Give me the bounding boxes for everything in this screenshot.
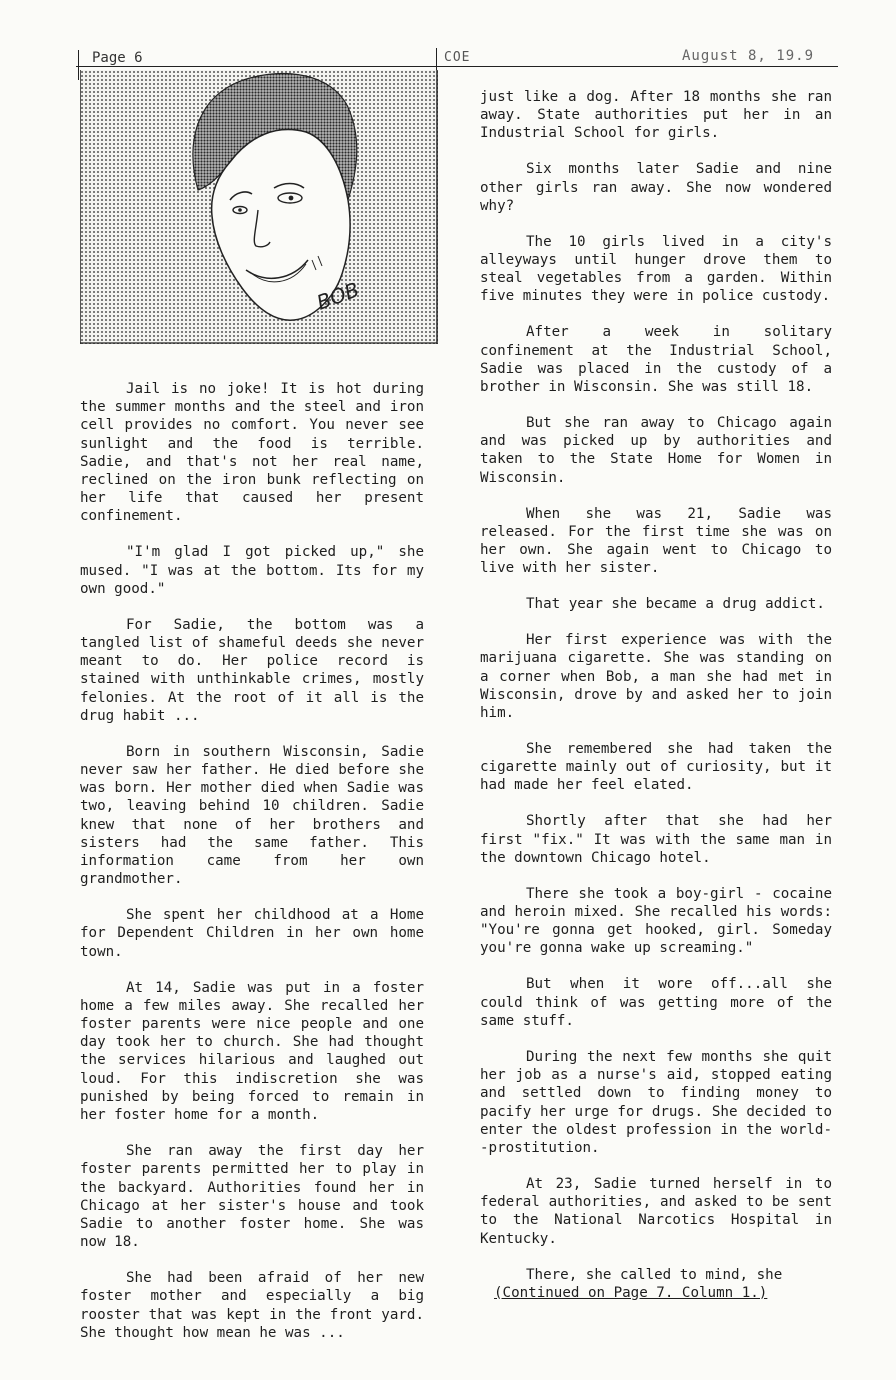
- article-paragraph: Six months later Sadie and nine other girls ran away. She now wondered why?: [480, 161, 832, 214]
- article-paragraph: She spent her childhood at a Home for Dependent Children in her own home town.: [80, 907, 424, 960]
- article-right-column: [480, 88, 832, 1302]
- page-number: Page 6: [92, 50, 143, 66]
- article-paragraph: Shortly after that she had her first "fix." It was with the same man in the downtown Chicago hotel.: [480, 813, 832, 866]
- article-paragraph: But she ran away to Chicago again and was picked up by authorities and taken to the State Home for Women in Wisconsin.: [480, 415, 832, 486]
- masthead-title: COE: [444, 50, 471, 65]
- article-paragraph: At 14, Sadie was put in a foster home a few miles away. She recalled her foster parents were nice people and one day took her to church. She had thought the services hilarious and laughed out loud. For this indiscretion she was punished by being forced to remain in her foster home for a month.: [80, 979, 424, 1124]
- article-paragraph: At 23, Sadie turned herself in to federal authorities, and asked to be sent to the National Narcotics Hospital in Kentucky.: [480, 1175, 832, 1247]
- article-paragraph: She ran away the first day her foster parents permitted her to play in the backyard. Authorities found her in Chicago at her sister's house and took Sadie to another foster home. She was now 18.: [80, 1143, 424, 1251]
- article-paragraph: For Sadie, the bottom was a tangled list of shameful deeds she never meant to do. Her police record is stained with unthinkable crimes, mostly felonies. At the root of it all is the drug habit ...: [80, 616, 424, 724]
- article-paragraph: Jail is no joke! It is hot during the summer months and the steel and iron cell provides no comfort. You never see sunlight and the food is terrible. Sadie, and that's not her real name, reclined on the iron bunk reflecting on her life that caused her present confinement.: [80, 381, 424, 525]
- article-paragraph: During the next few months she quit her job as a nurse's aid, stopped eating and settled down to finding money to pacify her urge for drugs. She decided to enter the oldest profession in the world--prostitution.: [480, 1048, 832, 1156]
- issue-date: August 8, 19.9: [682, 48, 815, 64]
- article-paragraph-continued: just like a dog. After 18 months she ran away. State authorities put her in an Industrial School for girls.: [480, 89, 832, 142]
- article-paragraph: That year she became a drug addict.: [526, 596, 825, 613]
- header-left-rule: [78, 50, 79, 80]
- article-paragraph: Born in southern Wisconsin, Sadie never saw her father. He died before she was born. Her mother died when Sadie was two, leaving behind 10 children. Sadie knew that none of her brothers and sisters had the same father. This information came from her own grandmother.: [80, 743, 424, 888]
- article-paragraph: She had been afraid of her new foster mother and especially a big rooster that was kept in the front yard. She thought how mean he was ...: [80, 1270, 424, 1341]
- article-paragraph: When she was 21, Sadie was released. For the first time she was on her own. She again went to Chicago to live with her sister.: [480, 505, 832, 577]
- article-paragraph: There, she called to mind, she: [526, 1266, 783, 1283]
- artist-signature: BOB: [313, 277, 363, 315]
- article-left-column: [80, 380, 424, 1360]
- continued-note: (Continued on Page 7. Column 1.): [494, 1284, 768, 1301]
- article-paragraph: "I'm glad I got picked up," she mused. "I was at the bottom. Its for my own good.": [80, 544, 424, 597]
- header-rule: [76, 66, 838, 67]
- article-paragraph: There she took a boy-girl - cocaine and heroin mixed. She recalled his words: "You're gonna get hooked, girl. Someday you're gonna wake up screaming.": [480, 885, 832, 957]
- article-paragraph: After a week in solitary confinement at the Industrial School, Sadie was placed in the custody of a brother in Wisconsin. She was still 18.: [480, 324, 832, 396]
- article-paragraph: Her first experience was with the marijuana cigarette. She was standing on a corner when Bob, a man she had met in Wisconsin, drove by and asked her to join him.: [480, 632, 832, 722]
- article-paragraph: But when it wore off...all she could think of was getting more of the same stuff.: [480, 976, 832, 1029]
- portrait-illustration: [80, 70, 438, 344]
- article-paragraph: The 10 girls lived in a city's alleyways until hunger drove them to steal vegetables from a garden. Within five minutes they were in police custody.: [480, 233, 832, 305]
- article-paragraph: She remembered she had taken the cigarette mainly out of curiosity, but it had made her feel elated.: [480, 741, 832, 794]
- header-divider: [436, 48, 437, 70]
